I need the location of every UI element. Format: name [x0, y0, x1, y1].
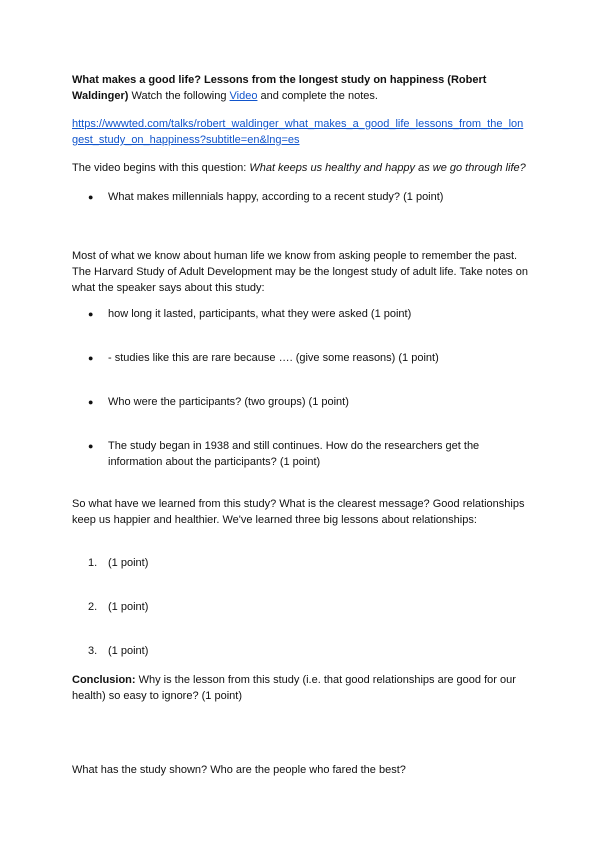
lesson-number: 2. — [88, 601, 98, 613]
lesson-number: 3. — [88, 645, 98, 657]
conclusion-block — [72, 672, 528, 704]
instruction-post: and complete the notes. — [257, 90, 378, 102]
study-bullet-text: - studies like this are rare because …. (give some reasons) (1 point) — [108, 352, 439, 364]
bullet-marker: ● — [88, 309, 94, 319]
bullet-marker: ● — [88, 397, 94, 407]
bullet-marker: ● — [88, 353, 94, 363]
ted-url-link[interactable]: https://wwwted.com/talks/robert_waldinger_what_makes_a_good_life_lessons_from_the_longest_study_on_happiness?subtitle=en&lng=es — [72, 118, 524, 146]
bullet-marker: ● — [88, 192, 94, 202]
document-title: What makes a good life? Lessons from the longest study on happiness (Robert Waldinger) — [72, 74, 487, 102]
title-block — [72, 72, 528, 104]
study-bullet-text: Who were the participants? (two groups) (1 point) — [108, 396, 349, 408]
lesson-number: 1. — [88, 557, 98, 569]
learned-paragraph: So what have we learned from this study? What is the clearest message? Good relationships keep us happier and healthier. We've learned three big lessons about relationships: — [72, 498, 525, 526]
conclusion-text: Why is the lesson from this study (i.e. that good relationships are good for our health) so easy to ignore? (1 point) — [72, 674, 516, 702]
lesson-text: (1 point) — [108, 557, 149, 569]
intro-italic: What keeps us healthy and happy as we go through life? — [249, 162, 526, 174]
video-link[interactable]: Video — [229, 90, 258, 102]
url-block — [72, 116, 528, 148]
conclusion-label: Conclusion: — [72, 674, 136, 686]
study-bullet-text: The study began in 1938 and still continues. How do the researchers get the information about the participants? (1 point) — [108, 440, 480, 468]
intro-question — [72, 160, 528, 176]
instruction-pre: Watch the following — [131, 90, 230, 102]
study-bullet-text: how long it lasted, participants, what they were asked (1 point) — [108, 308, 412, 320]
final-question: What has the study shown? Who are the people who fared the best? — [72, 764, 406, 776]
bullet-marker: ● — [88, 441, 94, 451]
intro-plain: The video begins with this question: — [72, 162, 250, 174]
harvard-paragraph: Most of what we know about human life we know from asking people to remember the past. The Harvard Study of Adult Development may be the longest study of adult life. Take notes on what the speaker says about this study: — [72, 250, 528, 294]
lesson-text: (1 point) — [108, 645, 149, 657]
question-millennials: What makes millennials happy, according to a recent study? (1 point) — [108, 191, 444, 203]
lesson-text: (1 point) — [108, 601, 149, 613]
